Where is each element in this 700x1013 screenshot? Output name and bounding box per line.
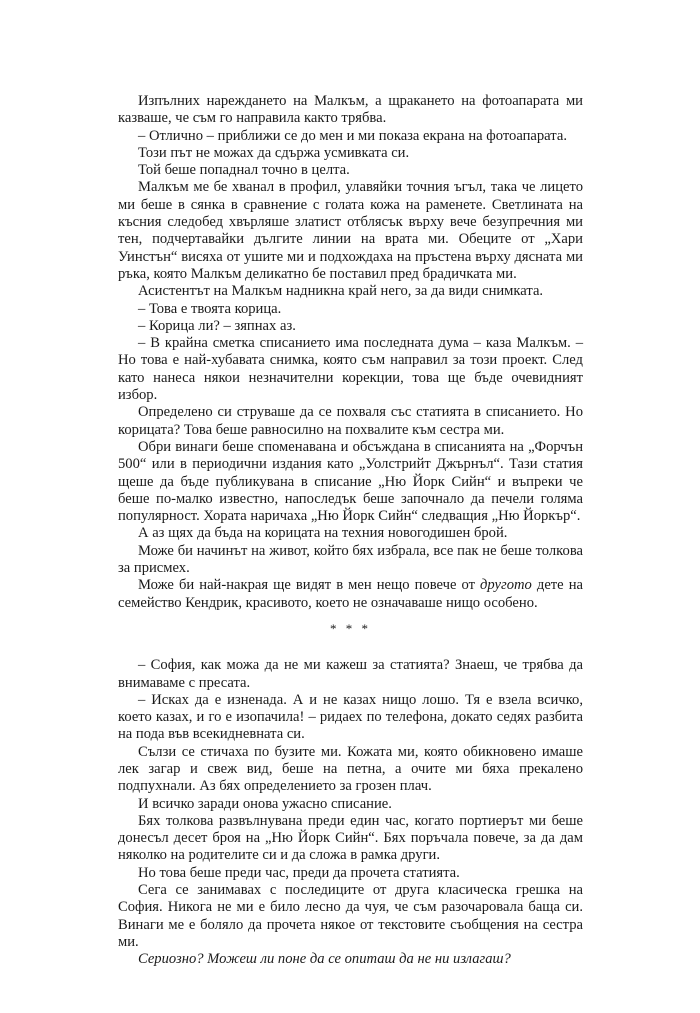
paragraph [118,93,583,128]
emphasis-text: другото [480,577,532,594]
paragraph-text: Може би най-накрая ще видят в мен нещо повече от [138,577,481,594]
paragraph: Този път не можах да сдържа усмивката си. [138,144,410,161]
paragraph-text: Изпълних нарежданeто на Малкъм, а щракането на фотоапарата ми казваше, че съм го направила както трябва. [118,93,583,127]
paragraph: – Исках да е изненада. А и не казах нищо лошо. Тя е взела всичко, което казах, и го е изопачила! – ридаех по телефона, докато седях разбита на пода във всекидневната си. [118,691,583,743]
paragraph: Той беше попаднал точно в целта. [138,162,350,179]
paragraph: Определено си струваше да се похваля със статията в списанието. Но корицата? Това беше равносилно на похвалите към сестра ми. [118,404,583,438]
paragraph: И всичко заради онова ужасно списание. [138,795,392,812]
section-separator: * * * [330,620,371,636]
paragraph: Сълзи се стичаха по бузите ми. Кожата ми, която обикновено имаше лек загар и свеж вид, беше на петна, а очите ми бяха прекалено подпухнали. Аз бях определението за грозен плач. [118,743,583,795]
paragraph: Сега се занимавах с последиците от друга класическа грешка на София. Никога не ми е било лесно да чуя, че съм разочаровала баща си. Винаги ме е боляло да прочета някое от текстовите съобщения на сестра ми. [118,882,583,950]
paragraph: Но това беше преди час, преди да прочета статията. [138,864,460,881]
paragraph: Малкъм ме бе хванал в профил, улавяйки точния ъгъл, така че лицето ми беше в сянка в сравнение с голата кожа на раменете. Светлината на късния следобед хвърляше златист отблясък върху вече безупречния ми тен, подчертавайки дългите линии на врата ми. Обеците от „Хари Уинстън“ висяха от ушите ми и подхождаха на пръстена върху дясната ми ръка, която Малкъм деликатно бе поставил пред брадичката ми. [118,179,583,282]
paragraph: – Корица ли? – зяпнах аз. [138,317,296,334]
body-text [118,93,583,969]
paragraph: Асистентът на Малкъм надникна край него, за да види снимката. [138,283,544,300]
paragraph: – Отлично – приближи се до мен и ми показа екрана на фотоапарата. [138,127,567,144]
paragraph: – Това е твоята корица. [138,300,282,317]
paragraph: Бях толкова развълнувана преди един час, когато портиерът ми беше донесъл десет броя на „Ню Йорк Сийн“. Бях поръчала повече, за да дам няколко на родителите си и да сложа в рамка други. [118,812,583,864]
paragraph: А аз щях да бъда на корицата на техния новогодишен брой. [138,525,508,542]
paragraph: – В крайна сметка списанието има последната дума – каза Малкъм. – Но това е най-хубавата снимка, която съм направил за този проект. След като нанеса някои незначителни корекции, това ще бъде очевидният избор. [118,335,583,404]
paragraph-italic: Сериозно? Можеш ли поне да се опиташ да не ни излагаш? [138,951,511,968]
paragraph [118,577,583,612]
paragraph: Може би начинът на живот, който бях избрала, все пак не беше толкова за присмех. [118,542,583,577]
paragraph-text: дете на семейство Кендрик, красивото, което не означаваше нищо особено. [118,577,584,611]
paragraph: – София, как можа да не ми кажеш за статията? Знаеш, че трябва да внимаваме с пресата. [118,657,583,691]
paragraph: Обри винаги беше споменавана и обсъждана в списанията на „Форчън 500“ или в периодични издания като „Уолстрийт Джърнъл“. Тази статия щеше да бъде публикувана в списание „Ню Йорк Сийн“ и въпреки че беше по-малко известно, напоследък беше започнало да печели голяма популярност. Хората наричаха „Ню Йорк Сийн“ следващия „Ню Йоркър“. [118,438,583,525]
